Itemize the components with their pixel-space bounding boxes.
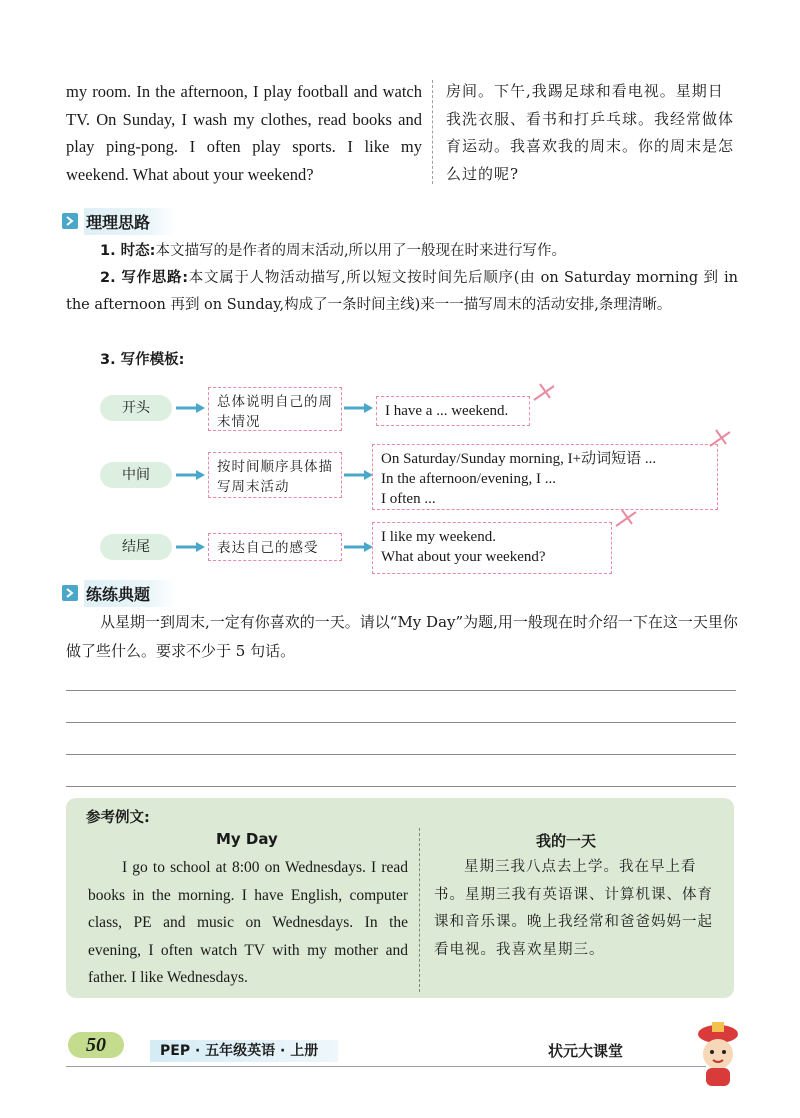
template-sentence: What about your weekend? (381, 549, 546, 565)
chevron-right-icon (62, 213, 78, 229)
stage-pill: 结尾 (100, 534, 172, 560)
section-title: 理理思路 (84, 208, 176, 235)
stage-pill: 开头 (100, 395, 172, 421)
point-template (100, 347, 400, 374)
template-sentence-box (372, 522, 612, 574)
scissors-icon (532, 382, 558, 402)
template-sentence-box (372, 444, 718, 510)
reference-chinese-title: 我的一天 (536, 832, 597, 850)
passage-chinese: 房间。下午,我踢足球和看电视。星期日我洗衣服、看书和打乒乓球。我经常做体育运动。我喜欢我的周末。你的周末是怎么过的呢? (446, 82, 735, 183)
arrow-icon (344, 541, 374, 553)
stage-pill: 中间 (100, 462, 172, 488)
point-tense (100, 238, 740, 265)
brand-name: 状元大课堂 (548, 1042, 624, 1060)
writing-line[interactable] (66, 786, 736, 787)
section-heading-practice (62, 580, 176, 606)
chevron-right-icon (62, 585, 78, 601)
template-sentence: On Saturday/Sunday morning, I+动词短语 ... (381, 451, 657, 467)
template-sentence: I have a ... weekend. (385, 403, 509, 419)
column-divider (419, 828, 420, 992)
arrow-icon (176, 469, 206, 481)
writing-line[interactable] (66, 754, 736, 755)
scissors-icon (614, 508, 640, 528)
point-writing-idea (66, 265, 738, 319)
template-sentence: I often ... (381, 491, 436, 507)
template-sentence-box (376, 396, 530, 426)
template-sentence: In the afternoon/evening, I ... (381, 471, 556, 487)
reference-chinese-text: 星期三我八点去上学。我在早上看书。星期三我有英语课、计算机课、体育课和音乐课。晚上我经常和爸爸妈妈一起看电视。我喜欢星期三。 (434, 859, 713, 958)
scissors-icon (708, 428, 734, 448)
template-sentence: I like my weekend. (381, 529, 496, 545)
point-label: 1. 时态: (100, 243, 156, 259)
reference-english-body: I go to school at 8:00 on Wednesdays. I read books in the morning. I have English, computer class, PE and music on Wednesdays. In the evening, I often watch TV with my mother and father. I like Wednesdays. (88, 859, 408, 986)
column-divider (432, 80, 433, 184)
arrow-icon (344, 469, 374, 481)
passage-english: my room. In the afternoon, I play football and watch TV. On Sunday, I wash my clothes, read books and play ping-pong. I often play sports. I like my weekend. What about your weekend? (66, 82, 422, 184)
writing-template-diagram (96, 382, 736, 578)
reference-english-title: My Day (216, 830, 278, 848)
stage-guide: 表达自己的感受 (208, 533, 342, 561)
stage-guide: 按时间顺序具体描写周末活动 (208, 452, 342, 498)
point-label: 2. 写作思路: (100, 270, 189, 286)
point-text: 本文描写的是作者的周末活动,所以用了一般现在时来进行写作。 (155, 243, 567, 259)
writing-line[interactable] (66, 722, 736, 723)
reference-example-box (66, 798, 734, 998)
arrow-icon (176, 402, 206, 414)
stage-guide: 总体说明自己的周末情况 (208, 387, 342, 431)
footer-rule (66, 1066, 706, 1067)
reference-label: 参考例文: (86, 810, 150, 826)
mascot-icon (690, 1020, 746, 1090)
point-label: 3. 写作模板: (100, 352, 185, 368)
book-title: PEP · 五年级英语 · 上册 (150, 1040, 338, 1062)
reference-english-text (88, 854, 408, 992)
point-text: 本文属于人物活动描写,所以短文按时间先后顺序(由 on Saturday morning 到 in the afternoon 再到 on Sunday,构成了一条时间主线)来一一描写周末的活动安排,条理清晰。 (66, 270, 738, 313)
exercise-prompt: 从星期一到周末,一定有你喜欢的一天。请以“My Day”为题,用一般现在时介绍一下在这一天里你做了些什么。要求不少于 5 句话。 (66, 613, 738, 660)
writing-line[interactable] (66, 690, 736, 691)
arrow-icon (344, 402, 374, 414)
section-title: 练练典题 (84, 580, 176, 607)
arrow-icon (176, 541, 206, 553)
page-number: 50 (68, 1032, 124, 1058)
section-heading-ideas (62, 208, 176, 234)
